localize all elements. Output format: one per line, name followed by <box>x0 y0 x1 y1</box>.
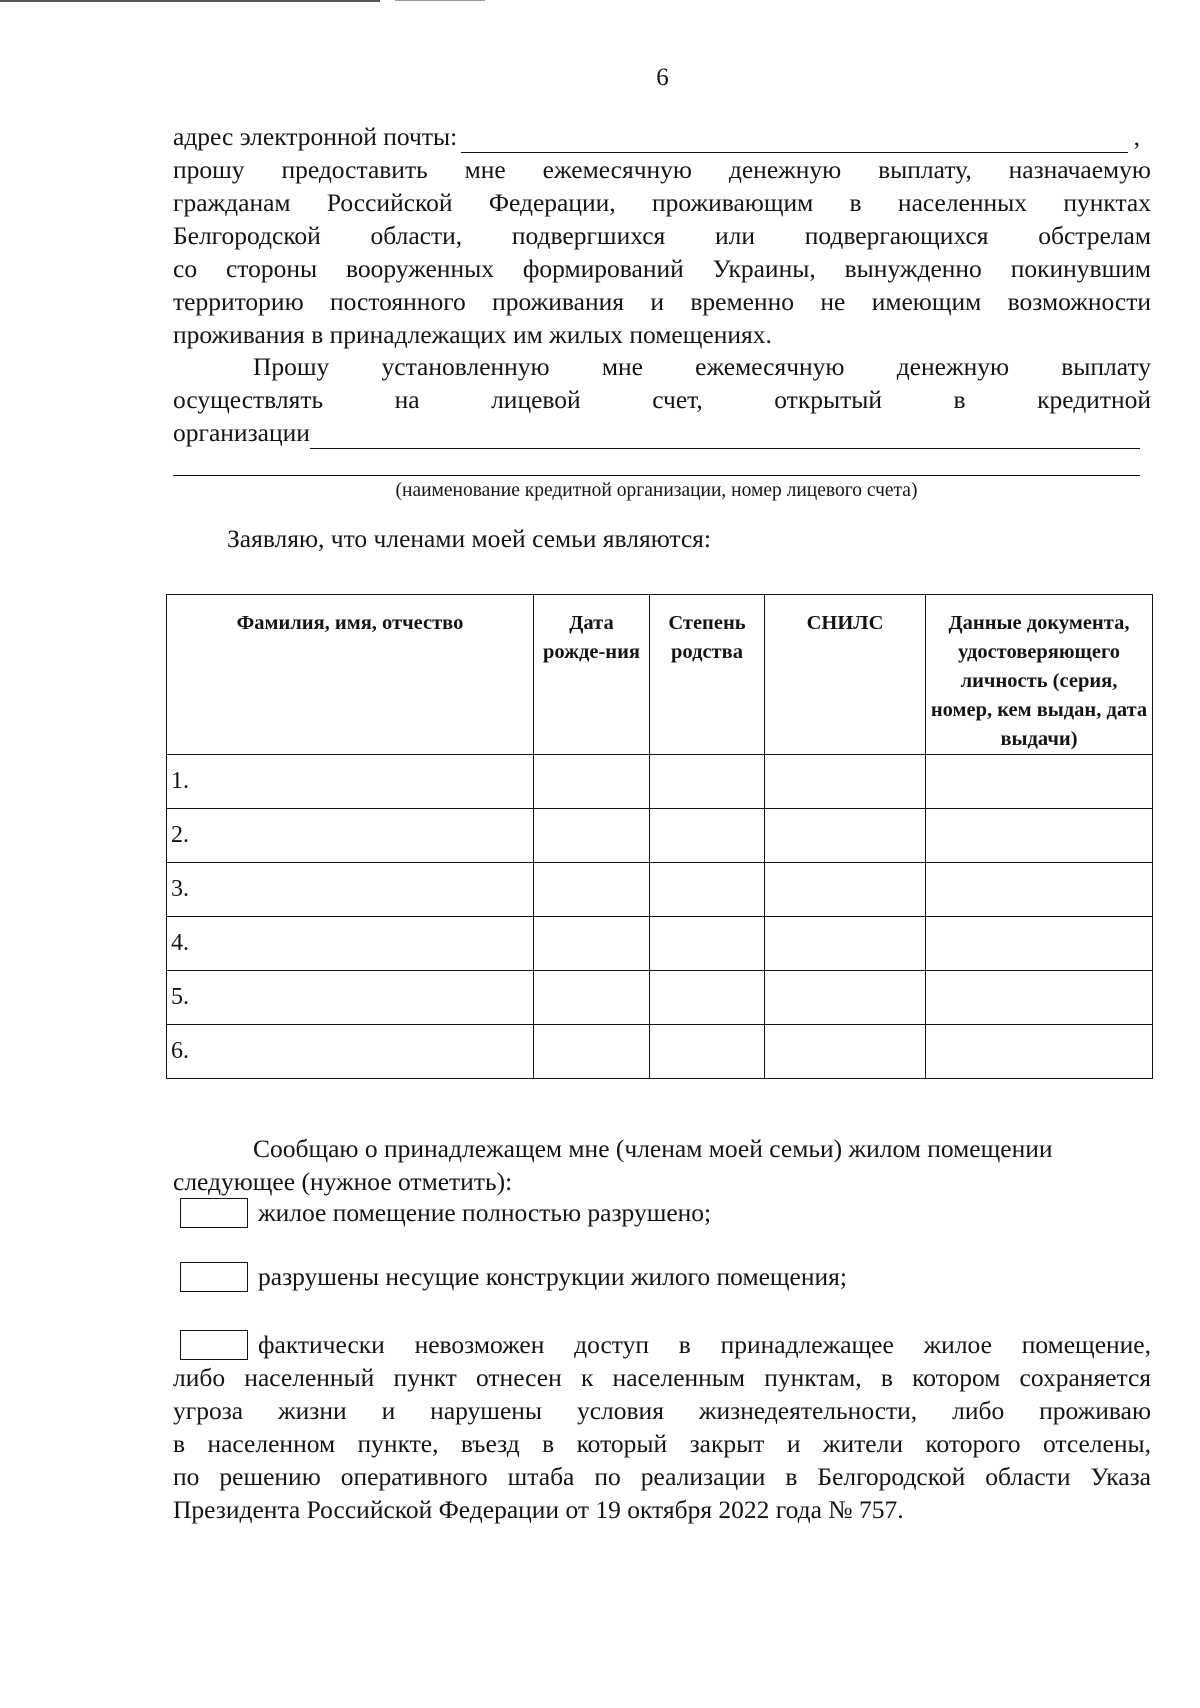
table-cell[interactable] <box>765 971 926 1025</box>
table-cell[interactable] <box>926 755 1153 809</box>
table-cell[interactable] <box>650 971 765 1025</box>
table-row <box>167 1025 1153 1079</box>
request-line: территорию постоянного проживания и временно не имеющим возможности <box>173 287 1151 316</box>
table-cell[interactable] <box>534 863 650 917</box>
family-table <box>166 594 1153 1079</box>
table-cell[interactable] <box>534 1025 650 1079</box>
table-cell[interactable] <box>765 917 926 971</box>
table-cell[interactable] <box>534 917 650 971</box>
option-no-access-label: фактически невозможен доступ в принадлежащее жилое помещение, <box>258 1330 1151 1359</box>
table-cell[interactable] <box>765 863 926 917</box>
table-row <box>167 917 1153 971</box>
option-destroyed-label: жилое помещение полностью разрушено; <box>258 1198 712 1227</box>
request-line: гражданам Российской Федерации, проживающим в населенных пунктах <box>173 188 1151 217</box>
scan-edge <box>395 0 485 1</box>
payment-paragraph <box>173 350 1151 449</box>
payment-org-label: организации <box>173 418 310 447</box>
bank-field-line[interactable] <box>173 475 1140 476</box>
email-line <box>173 120 1140 153</box>
table-cell[interactable] <box>926 971 1153 1025</box>
table-cell[interactable] <box>926 863 1153 917</box>
col-header-birthdate: Дата рожде-ния <box>534 595 650 755</box>
housing-line: Сообщаю о принадлежащем мне (членам моей семьи) жилом помещении <box>253 1134 1053 1163</box>
bank-caption: (наименование кредитной организации, номер лицевого счета) <box>395 480 918 501</box>
option-structures-checkbox[interactable] <box>180 1262 248 1292</box>
table-cell[interactable] <box>650 863 765 917</box>
request-line: со стороны вооруженных формирований Украины, вынужденно покинувшим <box>173 254 1151 283</box>
option-no-access-line: угроза жизни и нарушены условия жизнедеятельности, либо проживаю <box>173 1396 1151 1425</box>
request-line: Белгородской области, подвергшихся или подвергающихся обстрелам <box>173 221 1151 250</box>
table-row <box>167 809 1153 863</box>
email-label: адрес электронной почты: <box>173 122 458 151</box>
option-no-access-checkbox[interactable] <box>180 1330 248 1360</box>
col-header-name: Фамилия, имя, отчество <box>167 595 534 755</box>
row-number-cell[interactable]: 6. <box>167 1025 534 1079</box>
table-cell[interactable] <box>926 1025 1153 1079</box>
col-header-relation: Степень родства <box>650 595 765 755</box>
option-no-access-first-line <box>173 1328 1151 1361</box>
table-cell[interactable] <box>650 1025 765 1079</box>
table-cell[interactable] <box>650 917 765 971</box>
housing-paragraph <box>173 1132 1151 1198</box>
table-cell[interactable] <box>650 755 765 809</box>
row-number-cell[interactable]: 2. <box>167 809 534 863</box>
table-cell[interactable] <box>765 809 926 863</box>
col-header-snils: СНИЛС <box>765 595 926 755</box>
table-row <box>167 755 1153 809</box>
page-number: 6 <box>656 64 669 91</box>
table-cell[interactable] <box>534 809 650 863</box>
row-number-cell[interactable]: 5. <box>167 971 534 1025</box>
table-cell[interactable] <box>534 971 650 1025</box>
housing-line: следующее (нужное отметить): <box>173 1167 513 1196</box>
table-row <box>167 971 1153 1025</box>
family-intro: Заявляю, что членами моей семьи являются: <box>227 524 711 553</box>
table-cell[interactable] <box>926 809 1153 863</box>
col-header-id-document: Данные документа, удостоверяющего личность (серия, номер, кем выдан, дата выдачи) <box>926 595 1153 755</box>
row-number-cell[interactable]: 1. <box>167 755 534 809</box>
option-no-access <box>173 1328 1151 1526</box>
payment-org-line <box>173 416 1140 449</box>
table-cell[interactable] <box>650 809 765 863</box>
option-structures-label: разрушены несущие конструкции жилого помещения; <box>258 1262 847 1291</box>
row-number-cell[interactable]: 3. <box>167 863 534 917</box>
option-no-access-line: в населенном пункте, въезд в который закрыт и жители которого отселены, <box>173 1429 1151 1458</box>
table-cell[interactable] <box>926 917 1153 971</box>
table-cell[interactable] <box>765 755 926 809</box>
table-header-row <box>167 595 1153 755</box>
payment-line: Прошу установленную мне ежемесячную денежную выплату <box>253 352 1151 381</box>
option-no-access-line: по решению оперативного штаба по реализации в Белгородской области Указа <box>173 1462 1151 1491</box>
email-field[interactable] <box>461 128 1127 153</box>
table-row <box>167 863 1153 917</box>
option-no-access-line: либо населенный пункт отнесен к населенным пунктам, в котором сохраняется <box>173 1363 1151 1392</box>
option-destroyed <box>180 1198 711 1228</box>
table-cell[interactable] <box>534 755 650 809</box>
scan-edge <box>0 0 380 2</box>
option-no-access-line: Президента Российской Федерации от 19 октября 2022 года № 757. <box>173 1495 904 1524</box>
row-number-cell[interactable]: 4. <box>167 917 534 971</box>
request-paragraph <box>173 153 1151 351</box>
payment-line: осуществлять на лицевой счет, открытый в кредитной <box>173 385 1151 414</box>
bank-field[interactable] <box>310 424 1140 449</box>
email-trailing: , <box>1133 122 1140 151</box>
table-cell[interactable] <box>765 1025 926 1079</box>
option-destroyed-checkbox[interactable] <box>180 1198 248 1228</box>
request-line: проживания в принадлежащих им жилых помещениях. <box>173 320 772 349</box>
option-structures <box>180 1262 847 1292</box>
request-line: прошу предоставить мне ежемесячную денежную выплату, назначаемую <box>173 155 1151 184</box>
